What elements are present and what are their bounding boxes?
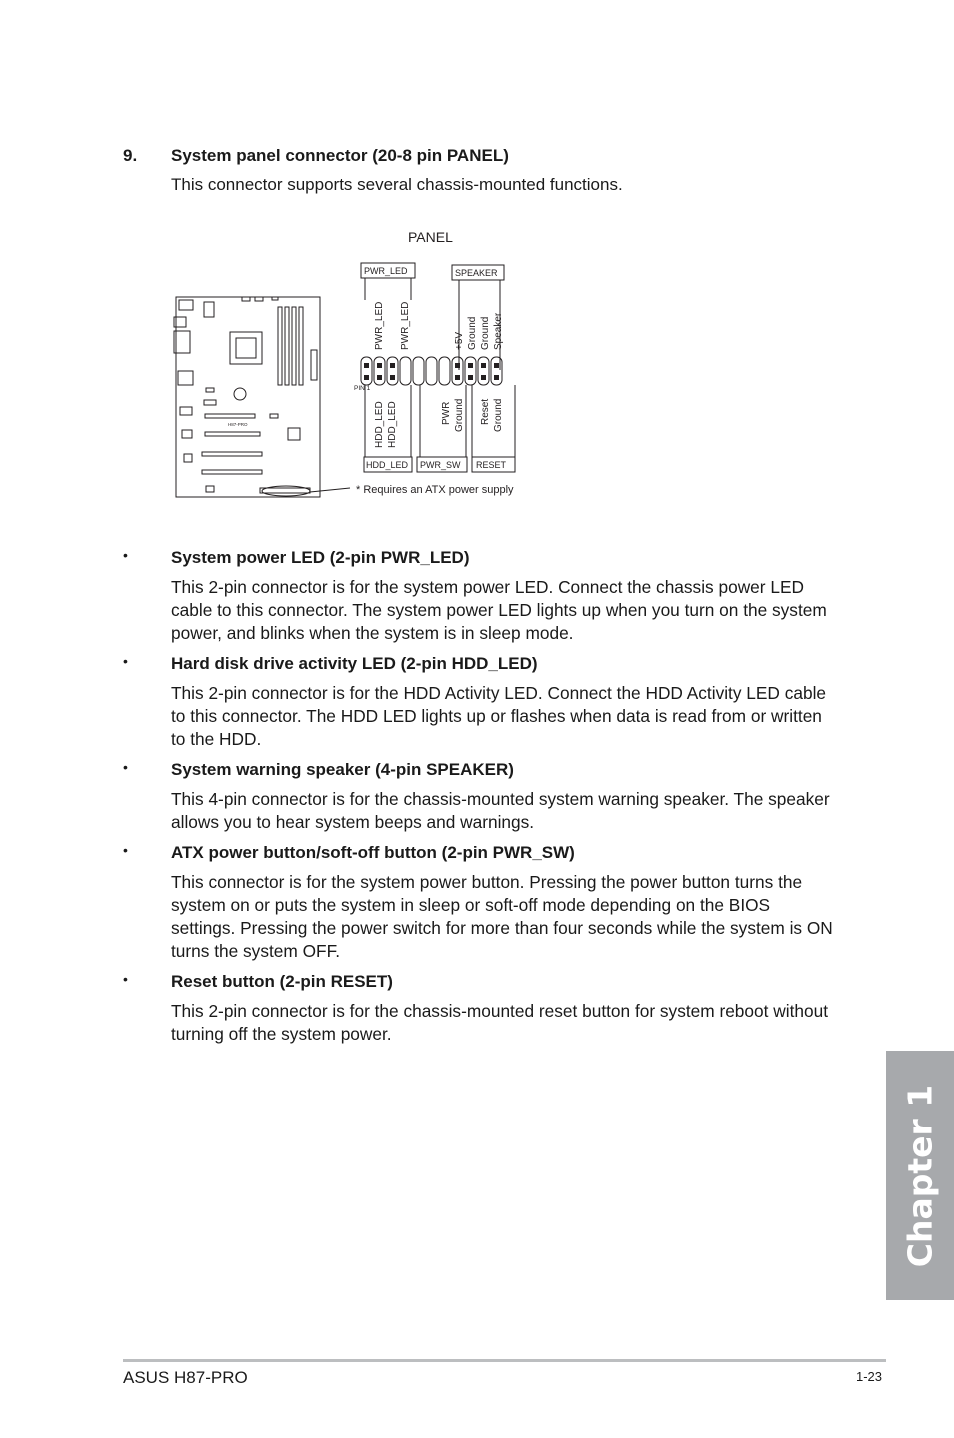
pwr-led-box-label: PWR_LED [364, 266, 408, 276]
hdd-led-box-label: HDD_LED [366, 460, 409, 470]
chapter-tab-label: Chapter 1 [900, 1084, 940, 1267]
pin-label-hdd-led-2: HDD_LED [387, 401, 398, 448]
hdd-led-box [364, 457, 412, 472]
pwr-sw-box [417, 457, 467, 472]
bullet-marker: • [123, 653, 128, 669]
pin-label-hdd-led-1: HDD_LED [374, 401, 385, 448]
speaker-box [452, 265, 504, 280]
bullet-marker: • [123, 842, 128, 858]
pin-label-pwr-led-1: PWR_LED [374, 301, 385, 350]
bullet-title: Reset button (2-pin RESET) [171, 972, 393, 991]
pin-label-ground-2: Ground [480, 316, 491, 350]
pin-label-reset: Reset [480, 398, 491, 425]
bullet-body: This connector is for the system power button. Pressing the power button turns the system on or puts the system in sleep or soft-off mode depending on the BIOS settings. Pressing the power switch for more than four seconds while the system is ON turns the system OFF. [171, 872, 833, 961]
pin1-label: PIN 1 [354, 385, 371, 392]
bullet-marker: • [123, 759, 128, 775]
bullet-body: This 2-pin connector is for the system power LED. Connect the chassis power LED cable to this connector. The system power LED lights up when you turn on the system power, and blinks when the system is in sleep mode. [171, 577, 827, 643]
list-item [123, 970, 838, 1046]
footer-divider [123, 1359, 886, 1362]
bullet-body: This 4-pin connector is for the chassis-mounted system warning speaker. The speaker allows you to hear system beeps and warnings. [171, 789, 830, 832]
list-item [123, 758, 838, 834]
pin-label-5v: +5V [454, 331, 465, 350]
chapter-tab [886, 1051, 954, 1300]
page-number: 1-23 [856, 1369, 883, 1384]
pin-label-ground-4: Ground [493, 398, 504, 432]
board-logo: H87-PRO [228, 422, 248, 427]
panel-connector-diagram [170, 220, 530, 510]
section-number: 9. [123, 146, 138, 165]
bullet-marker: • [123, 971, 128, 987]
pin-label-pwr-led-2: PWR_LED [400, 301, 411, 350]
bullet-title: Hard disk drive activity LED (2-pin HDD_LED) [171, 654, 538, 673]
list-item [123, 546, 838, 645]
atx-note: * Requires an ATX power supply [356, 484, 514, 496]
pwr-led-box [361, 263, 415, 278]
panel-label: PANEL [408, 229, 453, 245]
motherboard-illustration [174, 297, 350, 497]
list-item [123, 652, 838, 751]
bullet-list [123, 546, 838, 1053]
bullet-title: System power LED (2-pin PWR_LED) [171, 548, 470, 567]
section-description: This connector supports several chassis-mounted functions. [171, 175, 623, 194]
bullet-title: ATX power button/soft-off button (2-pin PWR_SW) [171, 843, 575, 862]
bullet-body: This 2-pin connector is for the HDD Activity LED. Connect the HDD Activity LED cable to this connector. The HDD LED lights up or flashes when data is read from or written to the HDD. [171, 683, 827, 749]
list-item [123, 841, 838, 963]
pin-label-ground-3: Ground [454, 398, 465, 432]
section-title: System panel connector (20-8 pin PANEL) [171, 146, 509, 165]
pin-header [354, 357, 502, 392]
pin-label-ground-1: Ground [467, 316, 478, 350]
reset-box-label: RESET [476, 460, 507, 470]
pin-label-pwr: PWR [441, 401, 452, 425]
pin-label-speaker: Speaker [493, 312, 504, 350]
bullet-body: This 2-pin connector is for the chassis-mounted reset button for system reboot without turning off the system power. [171, 1001, 828, 1044]
pwr-sw-box-label: PWR_SW [420, 460, 461, 470]
bullet-marker: • [123, 547, 128, 563]
footer-product-name: ASUS H87-PRO [123, 1368, 248, 1387]
bullet-title: System warning speaker (4-pin SPEAKER) [171, 760, 514, 779]
speaker-box-label: SPEAKER [455, 268, 498, 278]
reset-box [472, 457, 515, 472]
